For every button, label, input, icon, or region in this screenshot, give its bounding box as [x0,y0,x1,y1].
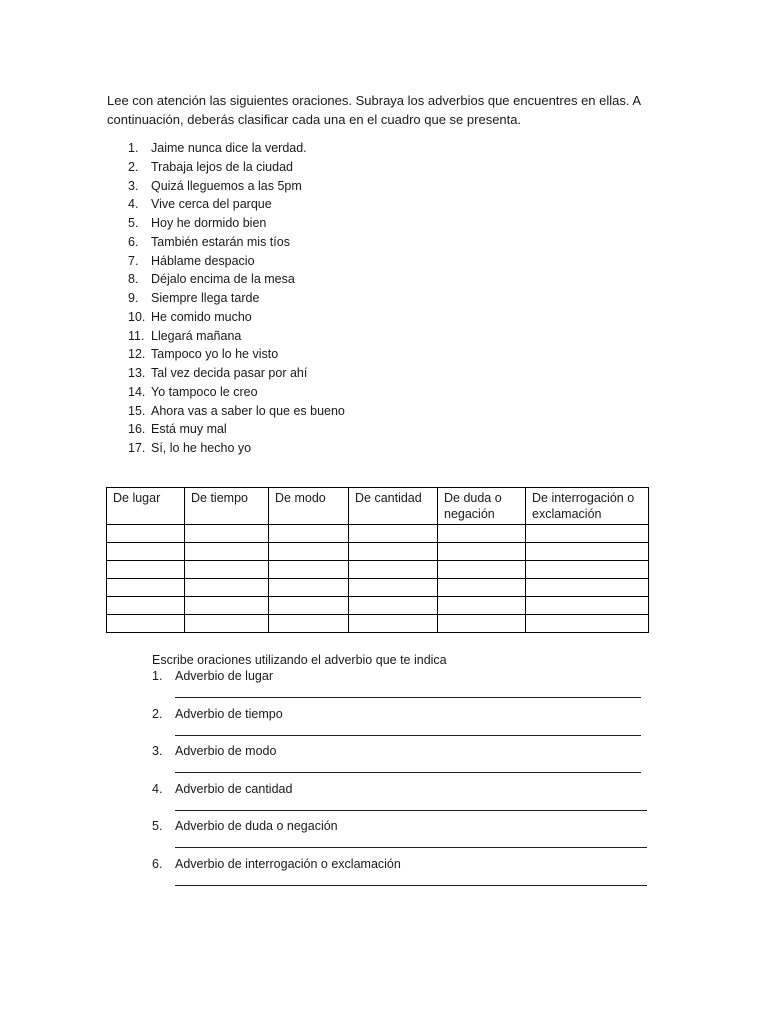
answer-line[interactable] [175,847,647,848]
table-row [107,597,649,615]
list-item: 9. Siempre llega tarde [128,291,260,305]
column-header-duda-negacion: De duda o negación [438,488,526,525]
column-header-interrogacion-exclamacion: De interrogación o exclamación [526,488,649,525]
table-cell[interactable] [107,597,185,615]
table-cell[interactable] [107,615,185,633]
writing-item: 3. Adverbio de modo [152,744,401,782]
table-cell[interactable] [185,525,269,543]
table-cell[interactable] [349,615,438,633]
column-header-tiempo: De tiempo [185,488,269,525]
writing-item: 2. Adverbio de tiempo [152,707,401,745]
table-cell[interactable] [185,615,269,633]
sentence-list [128,139,345,458]
list-item: 2. Trabaja lejos de la ciudad [128,159,293,174]
table-cell[interactable] [107,543,185,561]
table-cell[interactable] [526,561,649,579]
table-cell[interactable] [438,543,526,561]
list-item: 10. He comido mucho [128,309,252,324]
column-header-cantidad: De cantidad [349,488,438,525]
table-cell[interactable] [526,543,649,561]
table-cell[interactable] [185,597,269,615]
answer-line[interactable] [175,885,647,886]
list-item: 6. También estarán mis tíos [128,234,290,249]
classification-table [106,487,649,633]
table-row [107,579,649,597]
column-header-modo: De modo [269,488,349,525]
writing-item: 5. Adverbio de duda o negación [152,819,401,857]
writing-item: 1. Adverbio de lugar [152,669,401,707]
table-cell[interactable] [526,597,649,615]
list-item: 5. Hoy he dormido bien [128,216,267,230]
table-cell[interactable] [349,579,438,597]
table-row [107,561,649,579]
table-cell[interactable] [107,579,185,597]
table-cell[interactable] [107,561,185,579]
list-item: 7. Háblame despacio [128,253,255,268]
table-cell[interactable] [269,543,349,561]
table-cell[interactable] [269,615,349,633]
table-cell[interactable] [526,615,649,633]
table-body [107,525,649,633]
answer-line[interactable] [175,735,641,736]
table-cell[interactable] [349,525,438,543]
table-cell[interactable] [438,561,526,579]
answer-line[interactable] [175,697,641,698]
table-cell[interactable] [185,543,269,561]
list-item: 8. Déjalo encima de la mesa [128,272,295,287]
table-cell[interactable] [349,561,438,579]
writing-item: 6. Adverbio de interrogación o exclamación [152,857,401,895]
list-item: 11. Llegará mañana [128,328,242,343]
list-item: 14. Yo tampoco le creo [128,384,258,399]
table-row [107,543,649,561]
table-cell[interactable] [107,525,185,543]
list-item: 15. Ahora vas a saber lo que es bueno [128,403,345,418]
writing-item: 4. Adverbio de cantidad [152,782,401,820]
table-cell[interactable] [269,561,349,579]
table-cell[interactable] [185,579,269,597]
table-cell[interactable] [349,597,438,615]
list-item: 13. Tal vez decida pasar por ahí [128,366,308,380]
answer-line[interactable] [175,772,641,773]
table-row [107,615,649,633]
list-item: 17. Sí, lo he hecho yo [128,441,252,455]
table-cell[interactable] [269,525,349,543]
table-cell[interactable] [526,525,649,543]
table-header-row [107,488,649,525]
instructions-text: Lee con atención las siguientes oraciones. Subraya los adverbios que encuentres en ellas. A continuación, deberás clasificar cada una en el cuadro que se presenta. [107,93,641,127]
table-cell[interactable] [526,579,649,597]
table-cell[interactable] [185,561,269,579]
table-row [107,525,649,543]
table-cell[interactable] [269,597,349,615]
column-header-lugar: De lugar [107,488,185,525]
list-item: 3. Quizá lleguemos a las 5pm [128,178,302,193]
writing-title: Escribe oraciones utilizando el adverbio que te indica [152,653,447,667]
table-cell[interactable] [438,525,526,543]
writing-list [152,669,401,895]
table-cell[interactable] [438,579,526,597]
list-item: 4. Vive cerca del parque [128,197,272,212]
answer-line[interactable] [175,810,647,811]
table-cell[interactable] [349,543,438,561]
table-cell[interactable] [438,615,526,633]
list-item: 12. Tampoco yo lo he visto [128,347,279,362]
list-item: 1. Jaime nunca dice la verdad. [128,141,307,155]
list-item: 16. Está muy mal [128,422,227,437]
table-cell[interactable] [438,597,526,615]
table-cell[interactable] [269,579,349,597]
